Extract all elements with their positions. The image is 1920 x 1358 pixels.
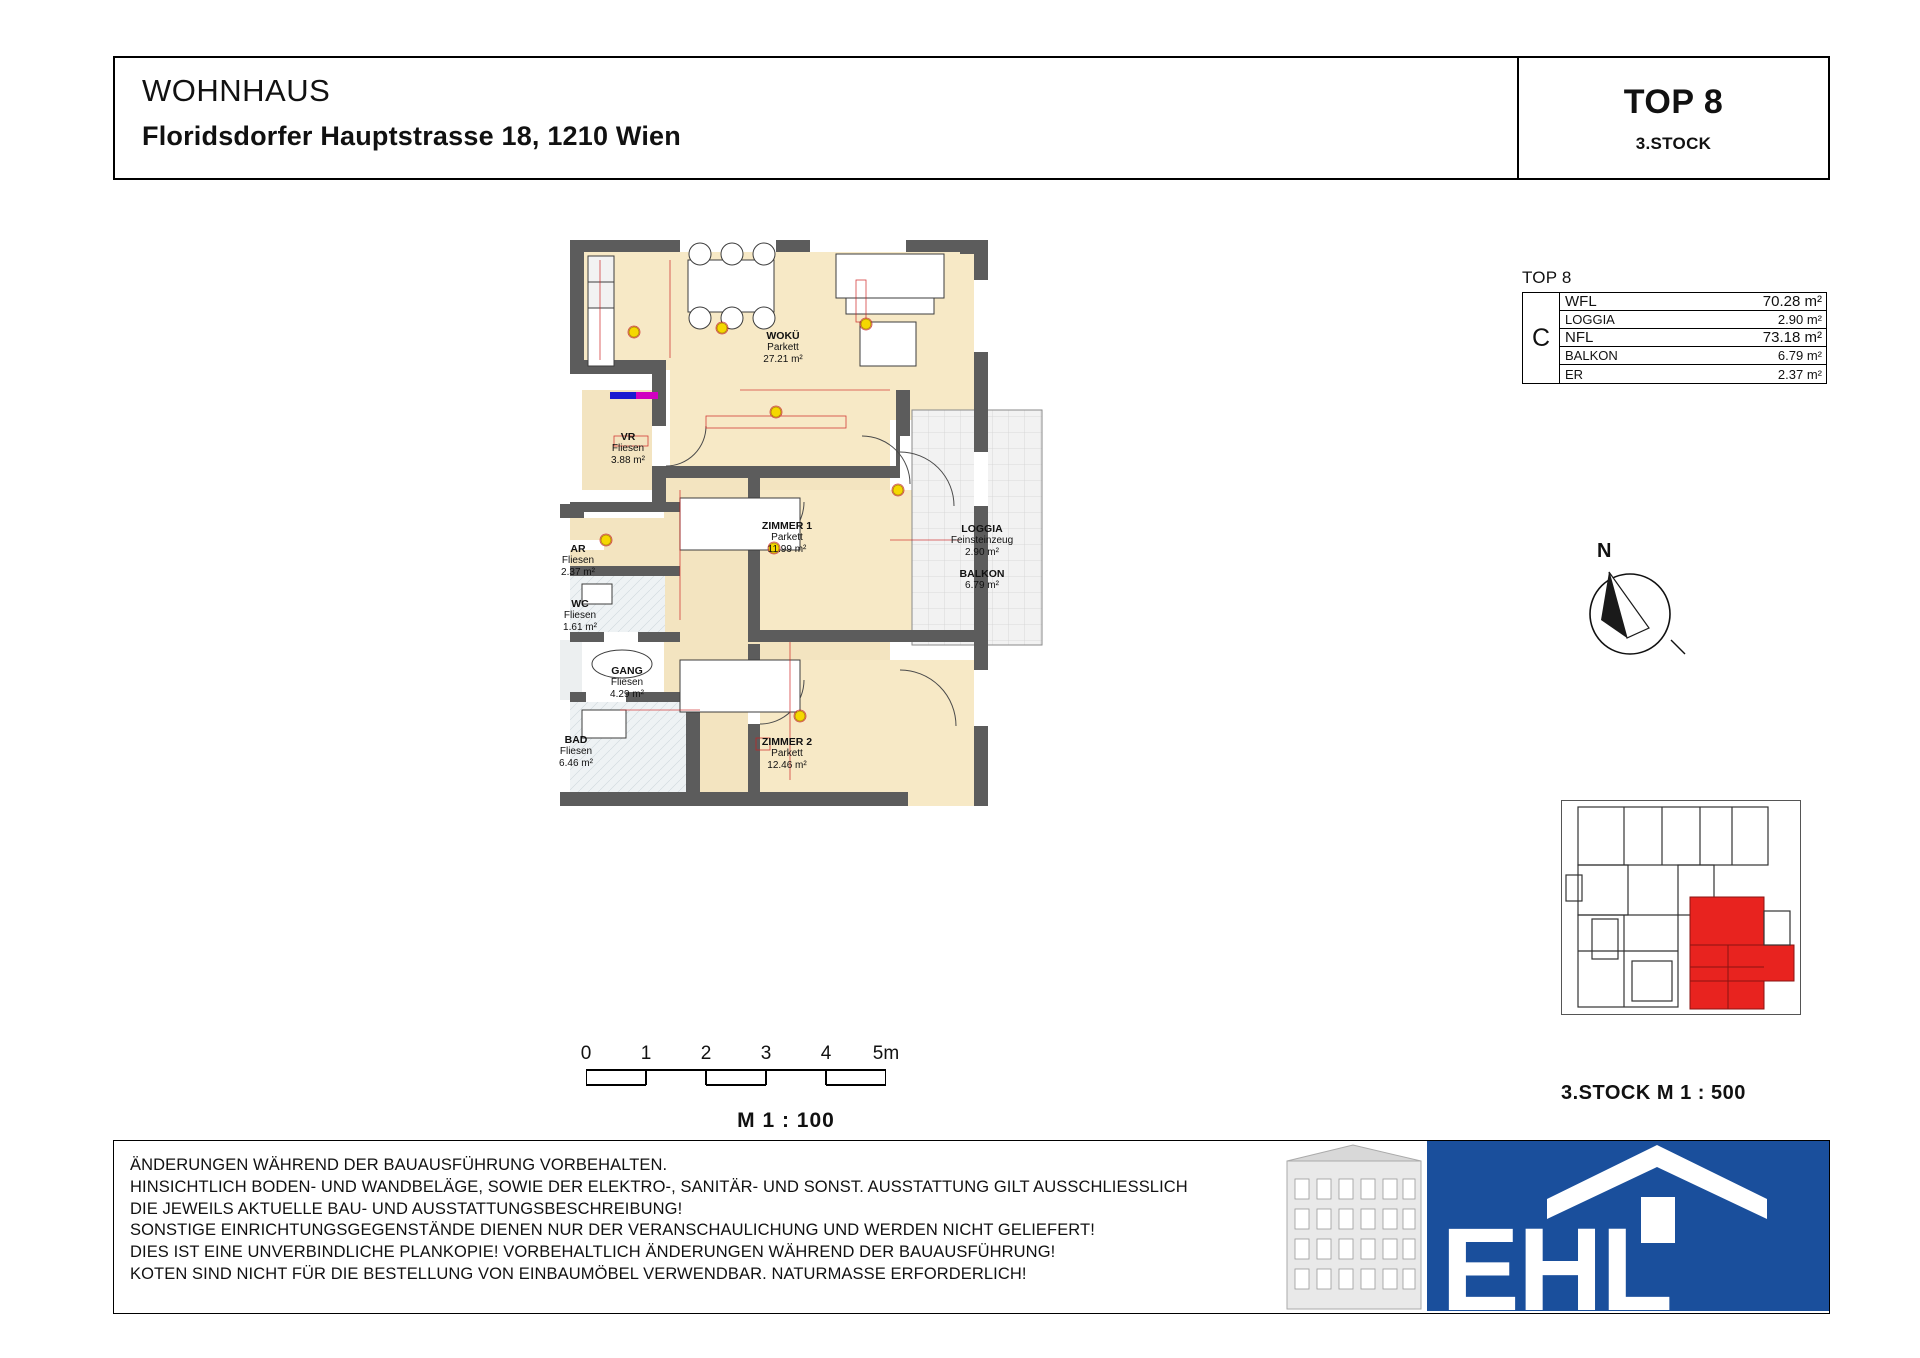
room-name: WOKÜ	[766, 330, 800, 342]
area-table-caption: TOP 8	[1522, 268, 1572, 287]
room-area: 2.90 m²	[965, 547, 999, 559]
compass-rose-icon	[1575, 556, 1695, 676]
title-block	[113, 56, 1830, 180]
room-name: LOGGIA	[961, 523, 1003, 535]
disclaimer-text	[130, 1155, 1188, 1286]
title-block-right	[1517, 58, 1828, 178]
room-material: Fliesen	[559, 746, 593, 758]
room-material: Parkett	[771, 532, 803, 544]
scale-bar	[580, 1043, 946, 1133]
unit-label: TOP 8	[1623, 82, 1724, 121]
area-row	[1560, 329, 1826, 347]
room-material: Fliesen	[563, 610, 597, 622]
area-row-value: 2.37 m²	[1777, 366, 1822, 382]
scale-tick: 5m	[872, 1043, 900, 1064]
key-plan	[1561, 800, 1801, 1015]
ehl-logo-text: EHL	[1441, 1204, 1671, 1311]
disclaimer-block	[113, 1140, 1830, 1314]
area-row-label: WFL	[1565, 293, 1597, 310]
scale-tick: 0	[580, 1043, 592, 1064]
room-name: BAD	[564, 734, 588, 746]
scale-graphic	[586, 1069, 946, 1091]
scale-tick: 3	[760, 1043, 772, 1064]
disclaimer-line: ÄNDERUNGEN WÄHREND DER BAUAUSFÜHRUNG VORBEHALTEN.	[130, 1156, 668, 1174]
disclaimer-line: HINSICHTLICH BODEN- UND WANDBELÄGE, SOWIE DER ELEKTRO-, SANITÄR- UND SONST. AUSSTATTUNG GILT AUSSCHLIESSLICH	[130, 1177, 1188, 1196]
room-area: 4.29 m²	[610, 689, 644, 701]
scale-tick: 2	[700, 1043, 712, 1064]
room-name: ZIMMER 1	[761, 520, 813, 532]
area-row-label: NFL	[1565, 329, 1594, 346]
key-plan-caption: 3.STOCK M 1 : 500	[1561, 1082, 1746, 1104]
key-plan-diagram	[1562, 801, 1800, 1014]
area-row	[1560, 293, 1826, 311]
area-row-label: LOGGIA	[1565, 312, 1615, 327]
disclaimer-line: DIE JEWEILS AKTUELLE BAU- UND AUSSTATTUNGSBESCHREIBUNG!	[130, 1199, 683, 1218]
scale-tick: 4	[820, 1043, 832, 1064]
area-row	[1560, 365, 1826, 383]
room-area: 27.21 m²	[763, 354, 803, 366]
room-name: GANG	[611, 665, 643, 677]
room-area: 3.88 m²	[611, 455, 645, 467]
room-label	[561, 543, 595, 579]
room-name: WC	[571, 598, 589, 610]
area-row	[1560, 311, 1826, 329]
page-title: WOHNHAUS	[142, 73, 331, 108]
area-table-box	[1522, 292, 1827, 384]
room-area: 1.61 m²	[563, 622, 597, 634]
room-label	[762, 520, 812, 556]
area-row-label: BALKON	[1565, 348, 1618, 363]
room-name: VR	[620, 431, 636, 443]
compass-north-label: N	[1597, 540, 1612, 562]
area-row-value: 6.79 m²	[1777, 348, 1822, 363]
room-label	[763, 330, 802, 366]
area-table	[1522, 268, 1827, 384]
room-name: ZIMMER 2	[761, 736, 813, 748]
room-material: Parkett	[767, 342, 799, 354]
room-material: Fliesen	[611, 443, 645, 455]
disclaimer-line: SONSTIGE EINRICHTUNGSGEGENSTÄNDE DIENEN NUR DER VERANSCHAULICHUNG UND WERDEN NICHT GELIEFERT!	[130, 1221, 1095, 1240]
area-row	[1560, 347, 1826, 365]
title-block-left	[115, 58, 1517, 178]
address-label: Floridsdorfer Hauptstrasse 18, 1210 Wien	[142, 120, 681, 151]
room-label	[951, 523, 1013, 559]
ehl-logo	[1427, 1141, 1829, 1311]
room-label	[960, 568, 1005, 592]
compass	[1575, 540, 1695, 676]
room-label	[762, 736, 812, 772]
room-name: BALKON	[959, 568, 1005, 580]
room-material: Feinsteinzeug	[950, 535, 1014, 547]
area-table-rows	[1560, 293, 1826, 383]
scale-caption: M 1 : 100	[737, 1109, 835, 1132]
floor-label: 3.STOCK	[1635, 133, 1712, 153]
room-area: 11.99 m²	[767, 544, 807, 556]
room-area: 6.46 m²	[559, 758, 593, 770]
room-label	[611, 431, 645, 467]
room-name: AR	[570, 543, 586, 555]
area-row-value: 70.28 m²	[1762, 293, 1822, 310]
room-label	[610, 665, 644, 701]
room-material: Fliesen	[561, 555, 595, 567]
scale-tick-labels	[580, 1043, 946, 1065]
floor-plan-drawing	[560, 240, 1300, 1030]
room-label	[563, 598, 597, 634]
room-area: 12.46 m²	[767, 760, 807, 772]
room-material: Parkett	[771, 748, 803, 760]
room-area: 6.79 m²	[965, 580, 999, 592]
disclaimer-line: DIES IST EINE UNVERBINDLICHE PLANKOPIE! VORBEHALTLICH ÄNDERUNGEN WÄHREND DER BAUAUSFÜHRUNG!	[130, 1243, 1056, 1262]
area-row-value: 73.18 m²	[1762, 329, 1822, 346]
room-area: 2.37 m²	[561, 567, 595, 579]
room-label	[559, 734, 593, 770]
disclaimer-line: KOTEN SIND NICHT FÜR DIE BESTELLUNG VON EINBAUMÖBEL VERWENDBAR. NATURMASSE ERFORDERLICH!	[130, 1264, 1027, 1283]
scale-tick: 1	[640, 1043, 652, 1064]
area-row-value: 2.90 m²	[1777, 312, 1822, 327]
area-table-letter: C	[1523, 293, 1560, 383]
room-material: Fliesen	[610, 677, 644, 689]
building-photo	[1283, 1143, 1425, 1313]
area-row-label: ER	[1565, 366, 1584, 382]
